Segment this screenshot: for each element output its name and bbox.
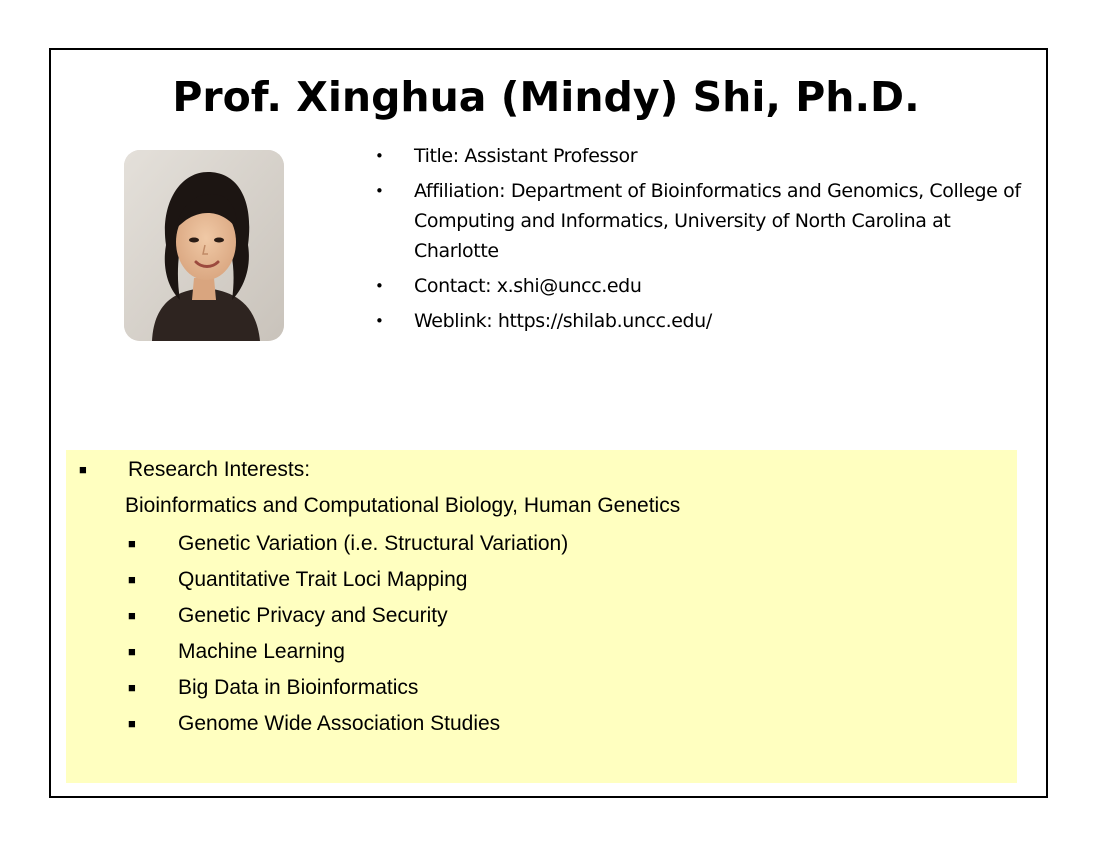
square-bullet-icon: ■ [128, 644, 136, 659]
research-heading: Research Interests: [128, 458, 311, 481]
square-bullet-icon: ■ [79, 462, 87, 477]
research-subheading: Bioinformatics and Computational Biology, Human Genetics [125, 494, 681, 517]
info-item-contact: • Contact: x.shi@uncc.edu [375, 275, 642, 297]
square-bullet-icon: ■ [128, 608, 136, 623]
square-bullet-icon: ■ [128, 572, 136, 587]
profile-photo [124, 150, 284, 341]
square-bullet-icon: ■ [128, 536, 136, 551]
square-bullet-icon: ■ [128, 716, 136, 731]
info-contact-text[interactable]: Contact: x.shi@uncc.edu [414, 275, 642, 297]
info-item-weblink: • Weblink: https://shilab.uncc.edu/ [375, 310, 712, 332]
info-list [372, 141, 1032, 341]
info-title-text: Title: Assistant Professor [414, 145, 638, 167]
page-title: Prof. Xinghua (Mindy) Shi, Ph.D. [172, 73, 920, 121]
info-weblink-text[interactable]: Weblink: https://shilab.uncc.edu/ [414, 310, 712, 332]
square-bullet-icon: ■ [128, 680, 136, 695]
research-interests-box: ■ Research Interests: Bioinformatics and Computational Biology, Human Genetics ■ Genetic Variation (i.e. Structural Variation) ■ Quantitative Trait Loci Mapping ■ Genetic Privacy and Security ■ Machine Learning ■ Big Data in Bioinformatics ■ Genome Wide Association Studies [66, 450, 1017, 783]
info-affiliation-text: Affiliation: Department of Bioinformatics and Genomics, College of Computing and Informatics, University of North Carolina at Charlotte [414, 180, 1021, 262]
info-item-title: • Title: Assistant Professor [375, 145, 638, 167]
info-item-affiliation: • Affiliation: Department of Bioinformatics and Genomics, College of Computing and Informatics, University of North Carolina at Charlotte [375, 180, 1021, 262]
